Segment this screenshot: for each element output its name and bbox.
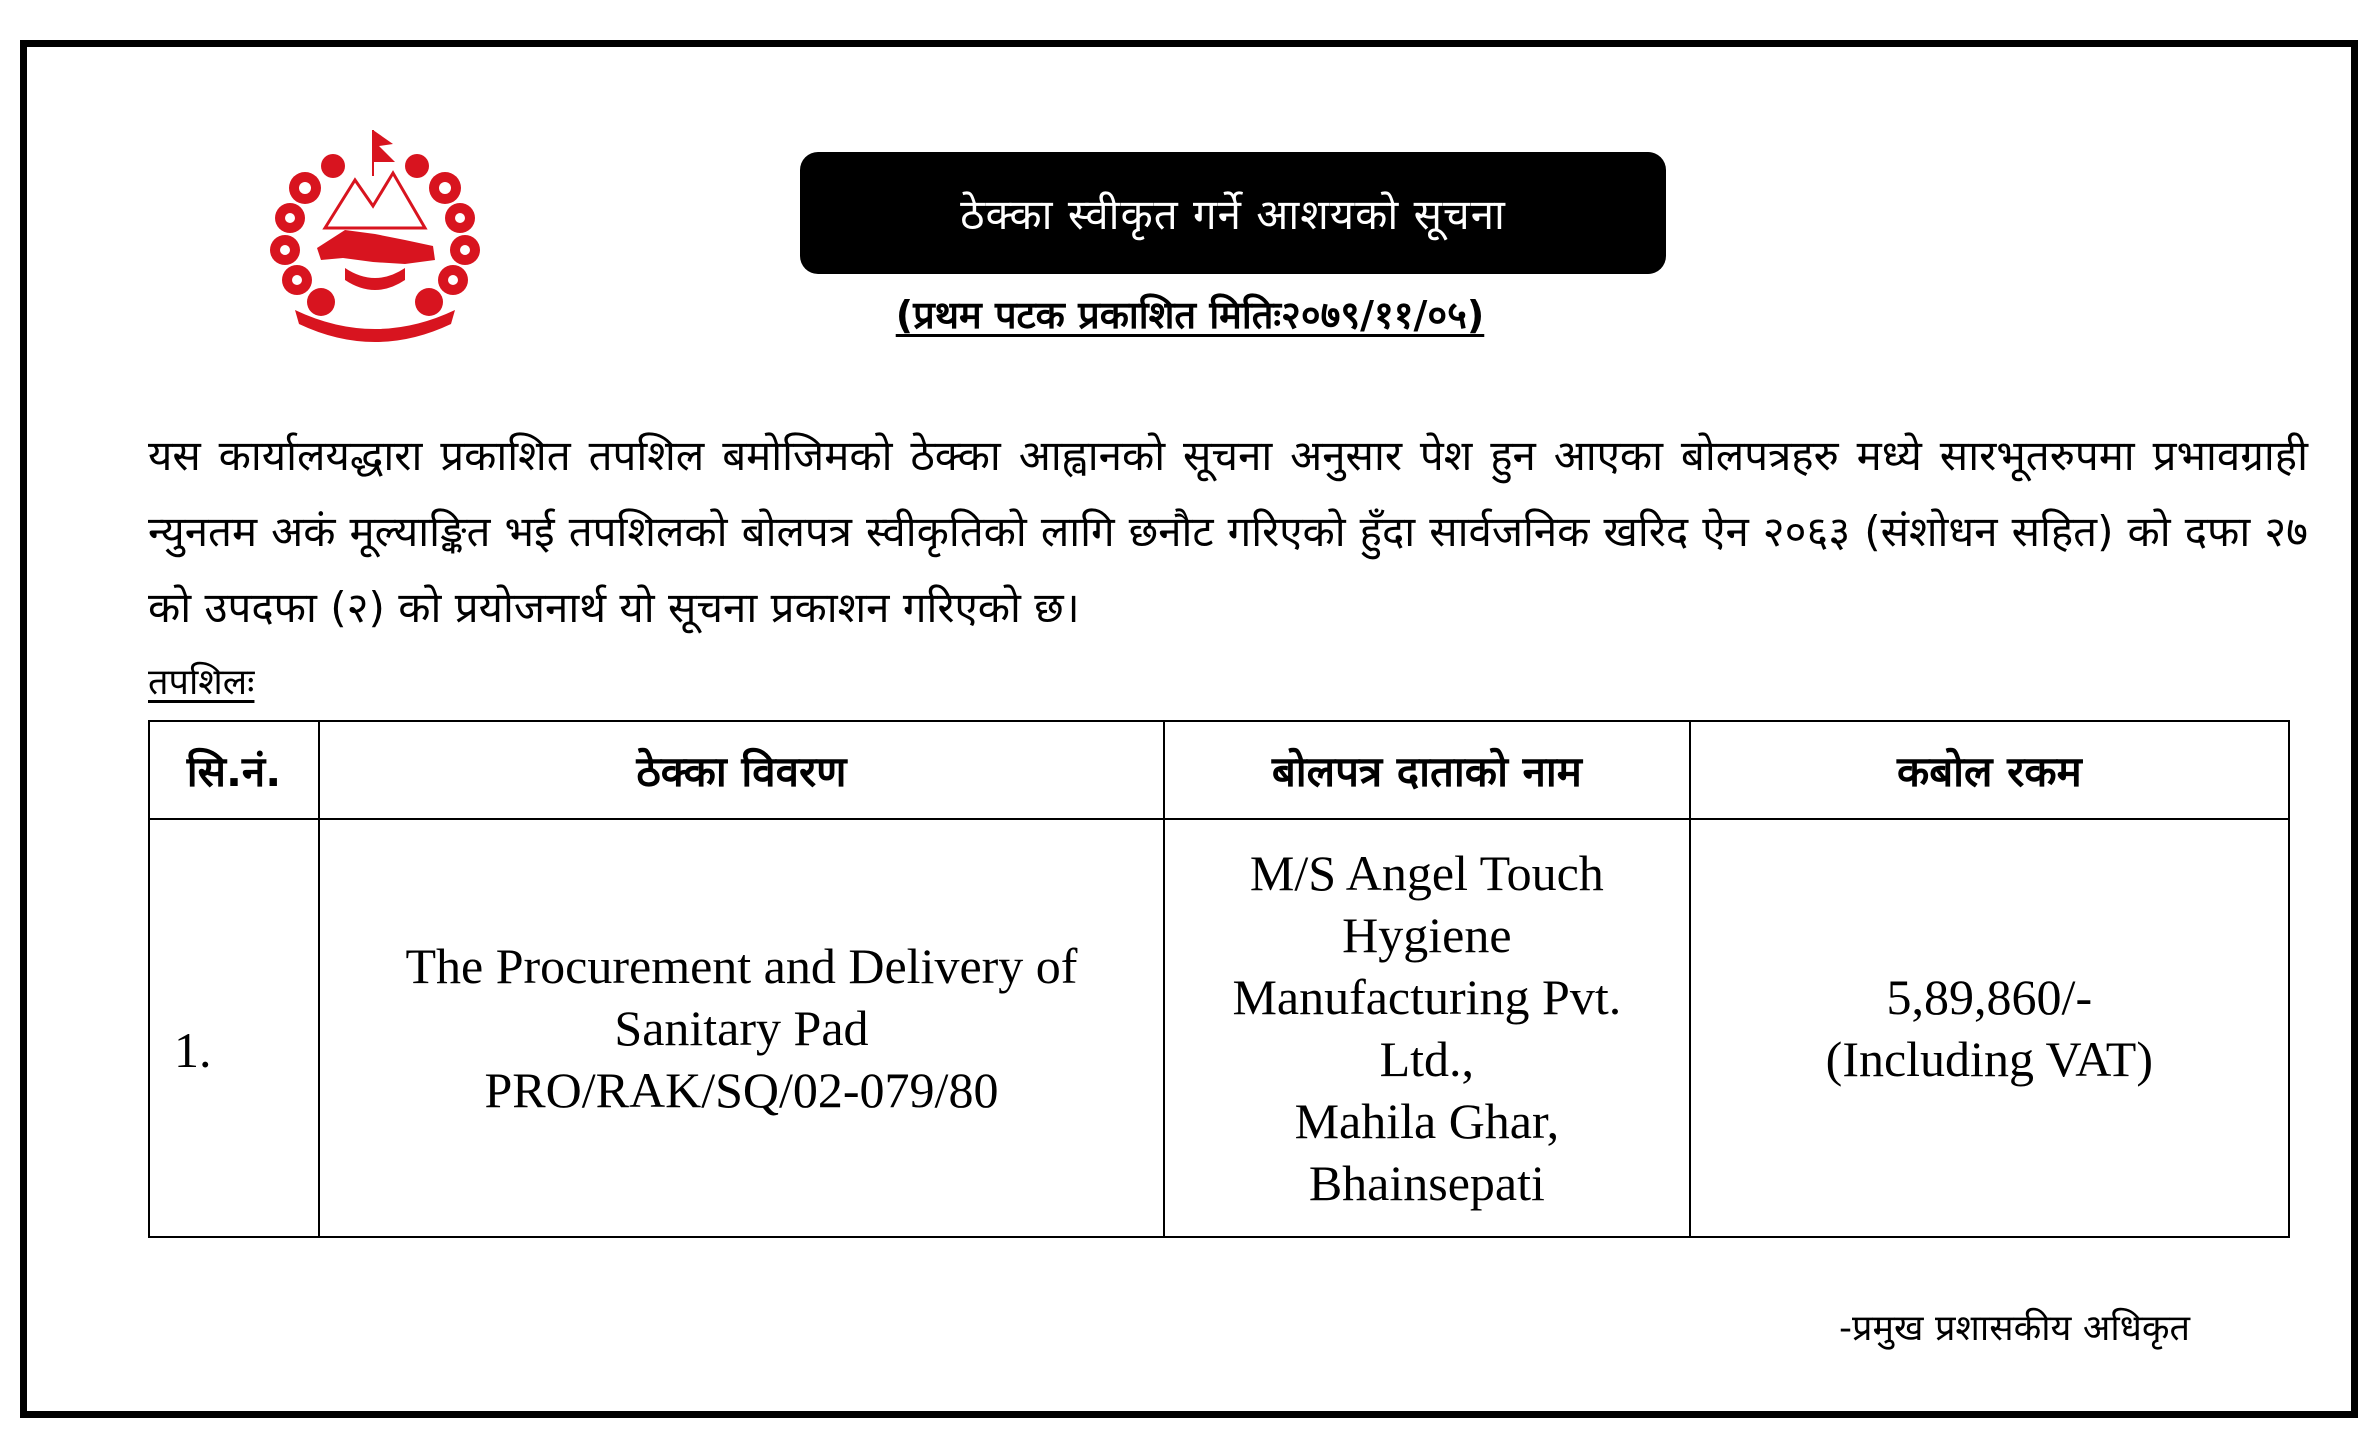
- bidder-line: Ltd.,: [1379, 1031, 1475, 1087]
- table-row: [149, 819, 2289, 1237]
- table-header-row: [149, 721, 2289, 819]
- notice-title: ठेक्का स्वीकृत गर्ने आशयको सूचना: [800, 152, 1666, 274]
- amount-line: (Including VAT): [1825, 1031, 2153, 1087]
- bid-table: [148, 720, 2290, 1238]
- schedule-label: तपशिलः: [148, 662, 255, 703]
- cell-contract-description: [319, 819, 1164, 1237]
- notice-body: यस कार्यालयद्धारा प्रकाशित तपशिल बमोजिमको ठेक्का आह्वानको सूचना अनुसार पेश हुन आएका बोलपत्रहरु मध्ये सारभूतरुपमा प्रभावग्राही न्युनतम अकं मूल्याङ्कित भई तपशिलको बोलपत्र स्वीकृतिको लागि छनौट गरिएको हुँदा सार्वजनिक खरिद ऐन २०६३ (संशोधन सहित) को दफा २७ को उपदफा (२) को प्रयोजनार्थ यो सूचना प्रकाशन गरिएको छ।: [148, 431, 2308, 632]
- cell-bid-amount: [1690, 819, 2289, 1237]
- signatory: -प्रमुख प्रशासकीय अधिकृत: [1839, 1308, 2190, 1349]
- header-sn: सि.नं.: [149, 721, 319, 819]
- bidder-line: Mahila Ghar,: [1294, 1093, 1560, 1149]
- bidder-line: M/S Angel Touch: [1249, 845, 1604, 901]
- header-contract-description: ठेक्का विवरण: [319, 721, 1164, 819]
- header-bidder-name: बोलपत्र दाताको नाम: [1164, 721, 1690, 819]
- description-line: PRO/RAK/SQ/02-079/80: [484, 1062, 999, 1118]
- bidder-line: Hygiene: [1342, 907, 1512, 963]
- cell-sn: 1.: [149, 819, 319, 1237]
- published-date: (प्रथम पटक प्रकाशित मितिः२०७९/११/०५): [895, 293, 1485, 337]
- description-line: Sanitary Pad: [614, 1000, 869, 1056]
- bidder-line: Manufacturing Pvt.: [1232, 969, 1622, 1025]
- header-bid-amount: कबोल रकम: [1690, 721, 2289, 819]
- amount-line: 5,89,860/-: [1886, 969, 2093, 1025]
- description-line: The Procurement and Delivery of: [405, 938, 1078, 994]
- cell-bidder-name: [1164, 819, 1690, 1237]
- bidder-line: Bhainsepati: [1308, 1155, 1545, 1211]
